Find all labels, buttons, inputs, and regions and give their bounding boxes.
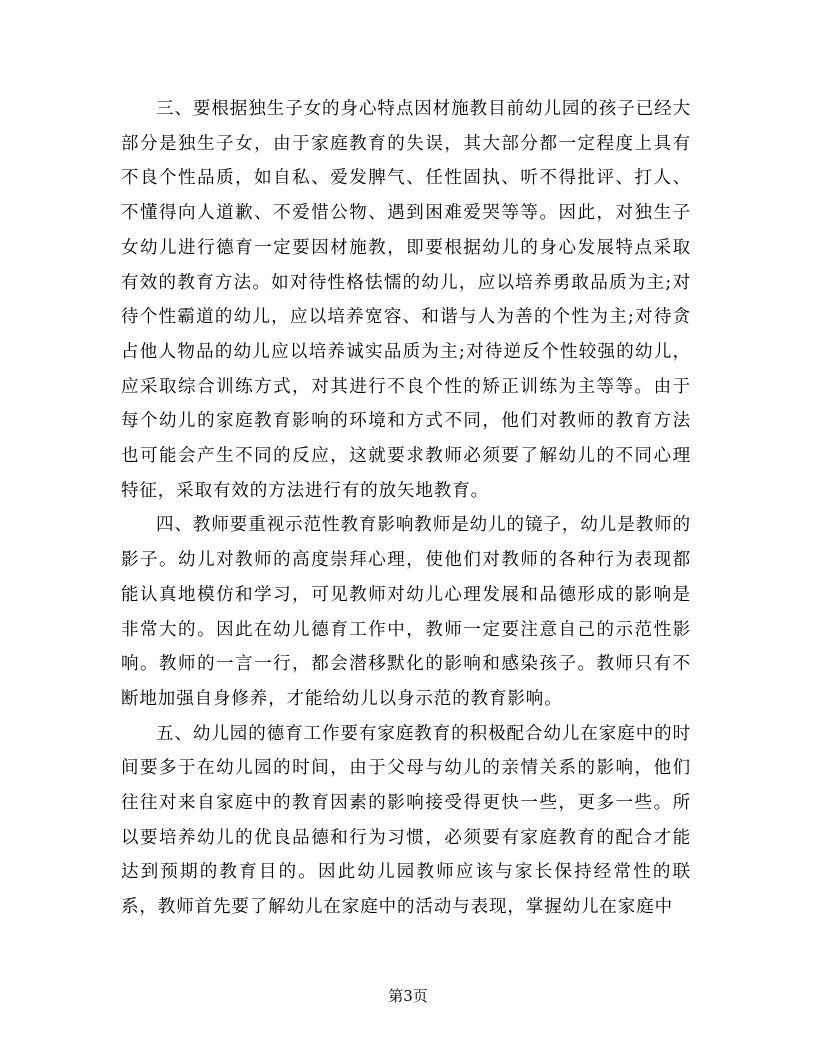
page-number: 第3页 — [388, 987, 428, 1005]
paragraph-section-4: 四、教师要重视示范性教育影响教师是幼儿的镜子，幼儿是教师的影子。幼儿对教师的高度崇拜心理，使他们对教师的各种行为表现都能认真地模仿和学习，可见教师对幼儿心理发展和品德形成的影响是非常大的。因此在幼儿德育工作中，教师一定要注意自己的示范性影响。教师的一言一行，都会潜移默化的影响和感染孩子。教师只有不断地加强自身修养，才能给幼儿以身示范的教育影响。 — [121, 515, 691, 709]
body-text — [121, 92, 691, 925]
paragraph-section-3: 三、要根据独生子女的身心特点因材施教目前幼儿园的孩子已经大部分是独生子女，由于家庭教育的失误，其大部分都一定程度上具有不良个性品质，如自私、爱发脾气、任性固执、听不得批评、打人、不懂得向人道歉、不爱惜公物、遇到困难爱哭等等。因此，对独生子女幼儿进行德育一定要因材施教，即要根据幼儿的身心发展特点采取有效的教育方法。如对待性格怯懦的幼儿，应以培养勇敢品质为主;对待个性霸道的幼儿，应以培养宽容、和谐与人为善的个性为主;对待贪占他人物品的幼儿应以培养诚实品质为主;对待逆反个性较强的幼儿，应采取综合训练方式，对其进行不良个性的矫正训练为主等等。由于每个幼儿的家庭教育影响的环境和方式不同，他们对教师的教育方法也可能会产生不同的反应，这就要求教师必须要了解幼儿的不同心理特征，采取有效的方法进行有的放矢地教育。 — [121, 99, 691, 501]
paragraph-section-5: 五、幼儿园的德育工作要有家庭教育的积极配合幼儿在家庭中的时间要多于在幼儿园的时间，由于父母与幼儿的亲情关系的影响，他们往往对来自家庭中的教育因素的影响接受得更快一些，更多一些。所以要培养幼儿的优良品德和行为习惯，必须要有家庭教育的配合才能达到预期的教育目的。因此幼儿园教师应该与家长保持经常性的联系，教师首先要了解幼儿在家庭中的活动与表现，掌握幼儿在家庭中 — [121, 723, 691, 918]
